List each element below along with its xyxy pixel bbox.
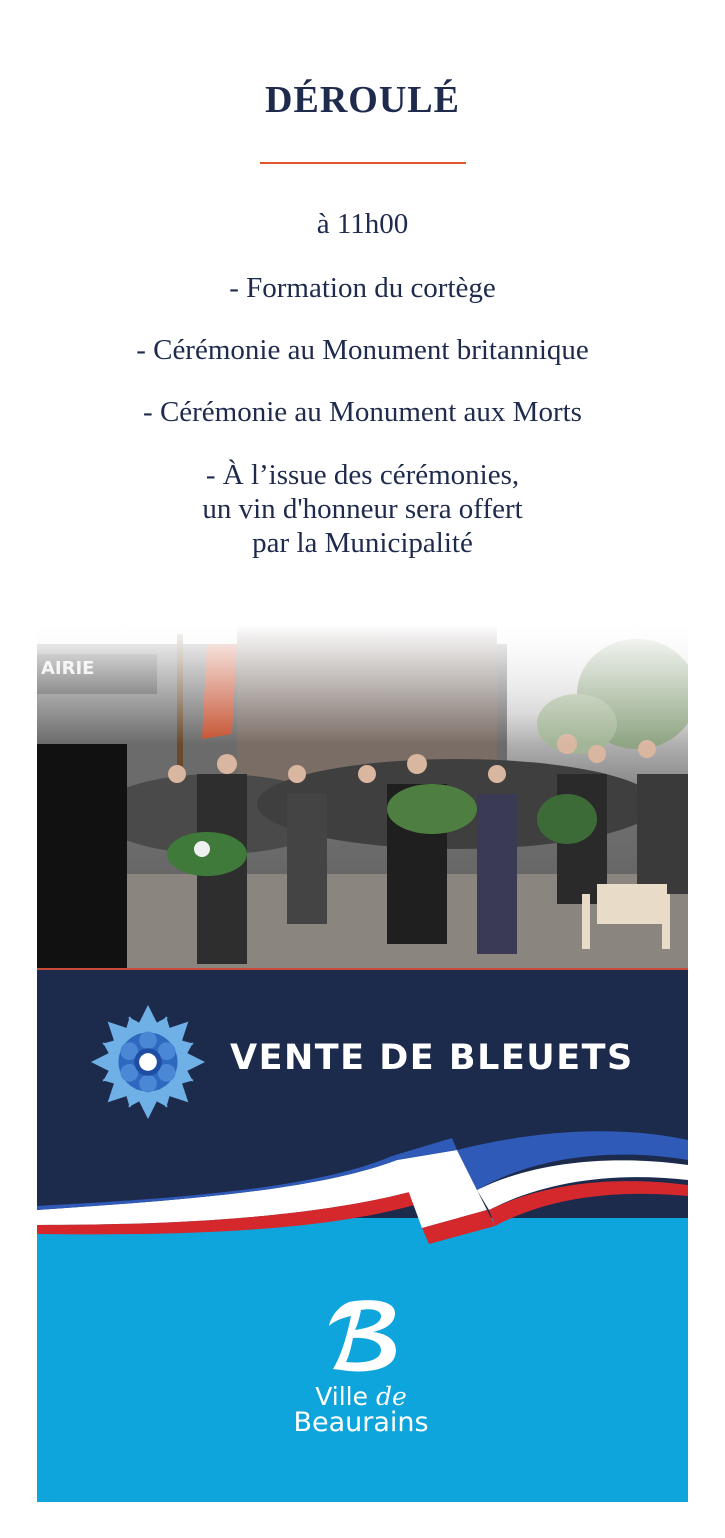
program-section (0, 0, 725, 620)
cornflower-icon (89, 1003, 207, 1121)
program-item-formation: - Formation du cortège (229, 272, 496, 304)
program-time: à 11h00 (316, 208, 409, 240)
b-monogram-logo (311, 1296, 411, 1376)
logo-de-word: de (375, 1382, 407, 1411)
reception-line-1: - À l’issue des cérémonies, (205, 459, 520, 491)
program-item-reception (0, 458, 725, 560)
tricolor-ribbon (37, 1130, 688, 1250)
logo-city-name: Beaurains (293, 1407, 429, 1438)
program-item-war-memorial: - Cérémonie au Monument aux Morts (143, 396, 582, 428)
page-title: DÉROULÉ (265, 79, 460, 121)
program-item-british-monument: - Cérémonie au Monument britannique (136, 334, 589, 366)
city-logo (261, 1296, 461, 1438)
ceremony-photo-illustration (37, 624, 688, 968)
reception-line-2: un vin d'honneur sera offert (202, 493, 523, 525)
logo-ville-word: Ville (315, 1382, 368, 1411)
reception-line-3: par la Municipalité (252, 527, 473, 559)
ceremony-photo (37, 624, 688, 968)
bleuets-title: VENTE DE BLEUETS (230, 1038, 634, 1078)
title-divider (260, 162, 466, 164)
